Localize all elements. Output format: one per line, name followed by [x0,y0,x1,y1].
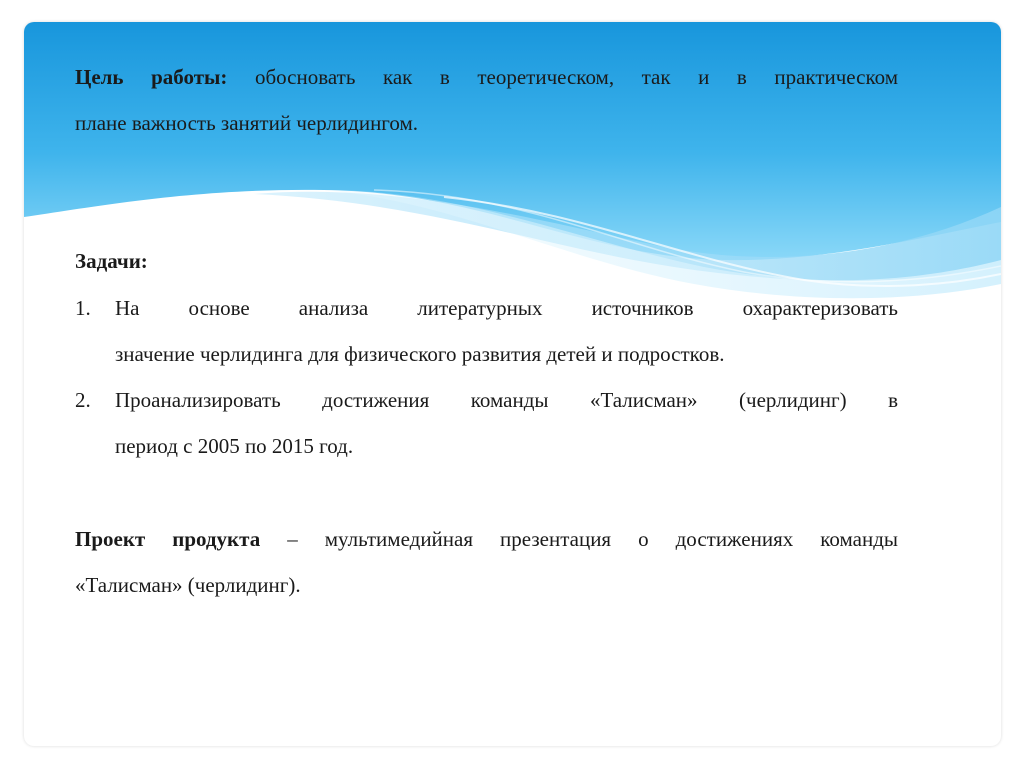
goal-text-line-1: обосновать как в теоретическом, так и в практическом [227,65,899,89]
task-1-line-2: значение черлидинга для физического развития детей и подростков. [115,342,725,366]
goal-label: Цель работы: [75,65,228,89]
goal-text-line-2: плане важность занятий черлидингом. [75,111,419,135]
task-2-line-1: Проанализировать достижения команды «Талисман» (черлидинг) в [115,388,898,412]
project-line-1 [75,527,898,552]
task-2-number: 2. [75,388,91,412]
slide [24,22,1001,746]
goal-line-1 [75,65,898,90]
tasks-heading: Задачи: [75,249,148,273]
task-1-number: 1. [75,296,91,320]
task-2-line-2: период с 2005 по 2015 год. [115,434,354,458]
project-text-line-1: – мультимедийная презентация о достижениях команды [260,527,898,551]
project-text-line-2: «Талисман» (черлидинг). [75,573,301,597]
task-1-line-1: На основе анализа литературных источников охарактеризовать [115,296,898,320]
slide-content [24,22,1001,746]
project-label: Проект продукта [75,527,261,551]
